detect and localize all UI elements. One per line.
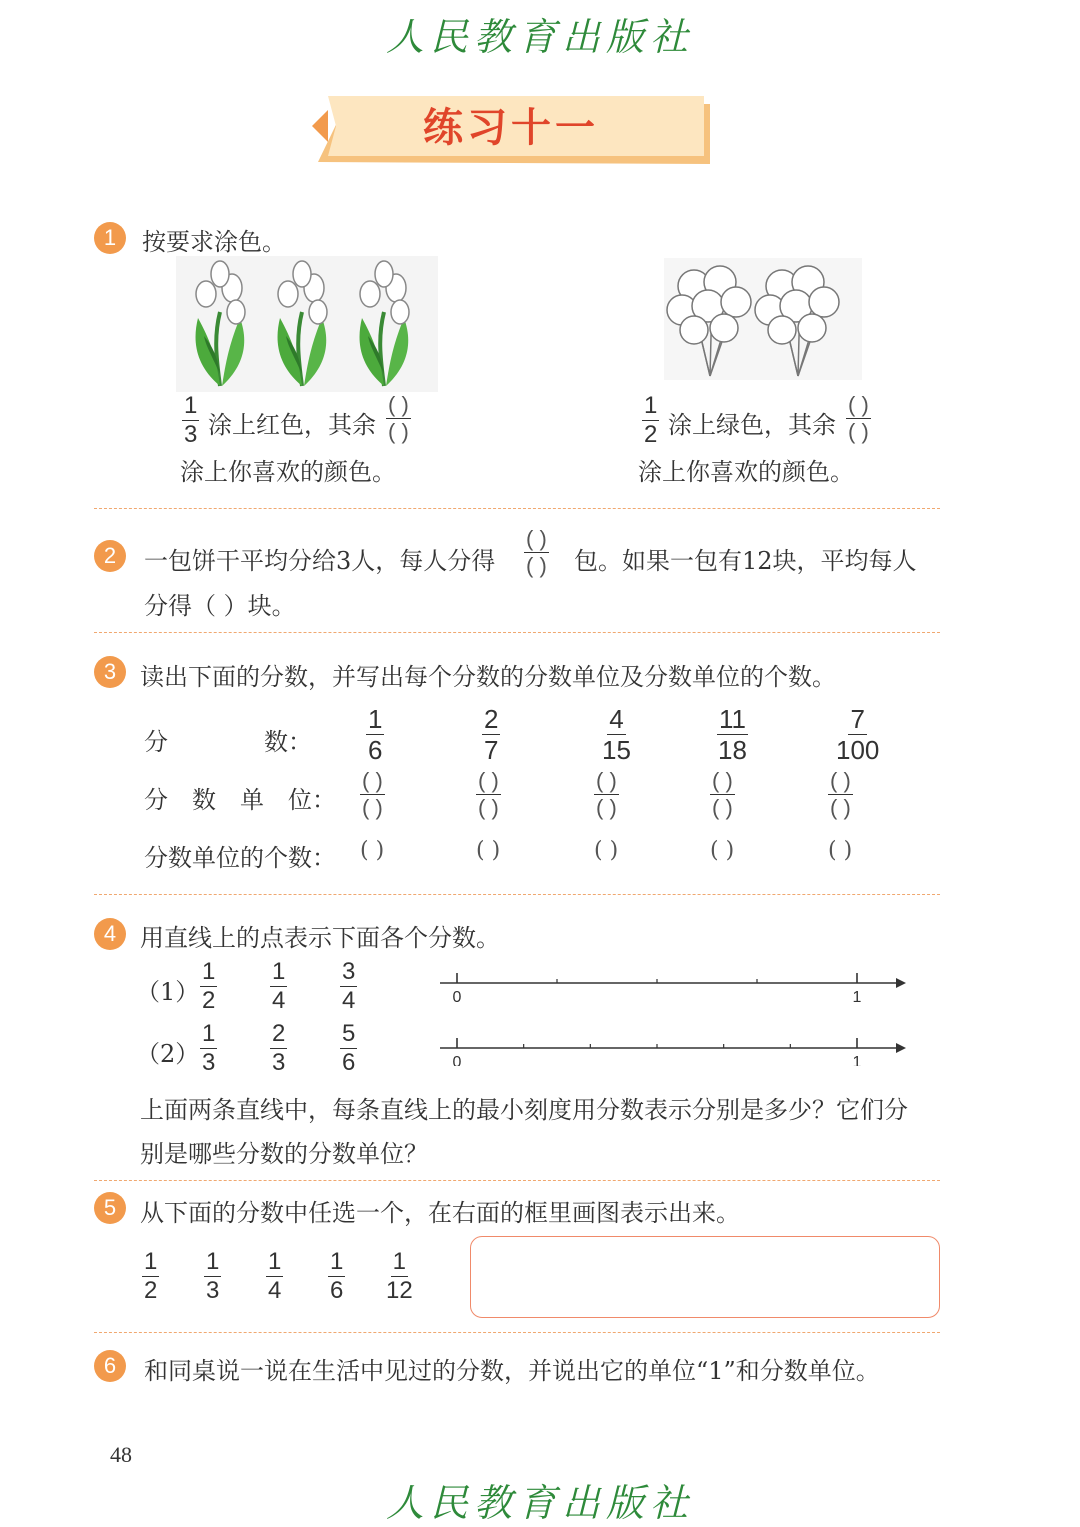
q5-fraction-2[interactable]: $\frac{1}{3}$ bbox=[206, 1248, 220, 1304]
q1-right-line2: 涂上你喜欢的颜色。 bbox=[638, 458, 854, 486]
question-number-5: 5 bbox=[94, 1192, 126, 1224]
q3-text: 读出下面的分数，并写出每个分数的分数单位及分数单位的个数。 bbox=[140, 663, 836, 691]
q1-left-blank-fraction[interactable]: ( ) ( ) bbox=[388, 392, 409, 444]
q4-row1-fraction-3: $\frac{3}{4}$ bbox=[342, 958, 356, 1014]
q1-right-fraction: $\frac{1}{2}$ bbox=[644, 392, 658, 448]
q3-fraction-1: $\frac{1}{6}$ bbox=[368, 704, 383, 765]
q3-count-blank-3[interactable]: ( ) bbox=[594, 838, 619, 863]
q1-text: 按要求涂色。 bbox=[142, 228, 286, 256]
q4-row1-label: （1） bbox=[136, 978, 200, 1006]
title-banner bbox=[312, 96, 710, 164]
q1-left-text: 涂上红色，其余 bbox=[208, 411, 376, 439]
question-number-6: 6 bbox=[94, 1350, 126, 1382]
q4-row2-fraction-3: $\frac{5}{6}$ bbox=[342, 1020, 356, 1076]
q3-count-blank-5[interactable]: ( ) bbox=[828, 838, 853, 863]
q3-count-blank-1[interactable]: ( ) bbox=[360, 838, 385, 863]
q2-line2: 分得（ ）块。 bbox=[144, 592, 296, 620]
q1-left-line2: 涂上你喜欢的颜色。 bbox=[180, 458, 396, 486]
page-title: 练习十一 bbox=[423, 105, 599, 151]
q4-row2-label: （2） bbox=[136, 1040, 200, 1068]
q2-blank-fraction[interactable]: ( ) ( ) bbox=[526, 526, 547, 578]
number-line-arrow-1 bbox=[896, 978, 906, 988]
question-number-2: 2 bbox=[94, 540, 126, 572]
q3-count-blank-2[interactable]: ( ) bbox=[476, 838, 501, 863]
q4-line-b: 别是哪些分数的分数单位？ bbox=[140, 1140, 428, 1168]
q1-right-text: 涂上绿色，其余 bbox=[668, 411, 836, 439]
q5-fraction-1[interactable]: $\frac{1}{2}$ bbox=[144, 1248, 158, 1304]
q2-text-a: 一包饼干平均分给3人，每人分得 bbox=[144, 547, 496, 575]
q6-text: 和同桌说一说在生活中见过的分数，并说出它的单位“1”和分数单位。 bbox=[144, 1357, 880, 1385]
page-number: 48 bbox=[110, 1442, 132, 1467]
q3-fraction-2: $\frac{2}{7}$ bbox=[484, 704, 499, 765]
q5-fraction-4[interactable]: $\frac{1}{6}$ bbox=[330, 1248, 344, 1304]
publisher-logo-bottom: 人民教育出版社 bbox=[385, 1481, 694, 1525]
q2-text-b: 包。如果一包有12块，平均每人 bbox=[574, 547, 917, 575]
q1-right-blank-fraction[interactable]: ( ) ( ) bbox=[848, 392, 869, 444]
q4-row2-fraction-1: $\frac{1}{3}$ bbox=[202, 1020, 216, 1076]
divider bbox=[94, 1332, 940, 1333]
q3-unit-blank-5[interactable]: ( ) ( ) bbox=[830, 768, 851, 820]
q3-count-blank-4[interactable]: ( ) bbox=[710, 838, 735, 863]
divider bbox=[94, 894, 940, 895]
q4-row1-fraction-2: $\frac{1}{4}$ bbox=[272, 958, 286, 1014]
q5-fraction-5[interactable]: $\frac{1}{12}$ bbox=[386, 1248, 413, 1304]
divider bbox=[94, 632, 940, 633]
q5-text: 从下面的分数中任选一个，在右面的框里画图表示出来。 bbox=[140, 1199, 740, 1227]
number-line-2-label-one: 1 bbox=[852, 1054, 862, 1066]
q3-row-label-fraction: 分 数： bbox=[144, 728, 312, 756]
q3-fraction-4: $\frac{11}{18}$ bbox=[718, 704, 747, 765]
drawing-answer-box[interactable] bbox=[470, 1236, 940, 1318]
publisher-logo-top: 人民教育出版社 bbox=[385, 15, 694, 59]
q3-fraction-3: $\frac{4}{15}$ bbox=[602, 704, 631, 765]
q3-row-label-count: 分数单位的个数： bbox=[144, 844, 336, 872]
q4-text: 用直线上的点表示下面各个分数。 bbox=[140, 924, 500, 952]
q3-unit-blank-4[interactable]: ( ) ( ) bbox=[712, 768, 733, 820]
q1-left-fraction: $\frac{1}{3}$ bbox=[184, 392, 198, 448]
number-line-arrow-2 bbox=[896, 1043, 906, 1053]
q4-line-a: 上面两条直线中，每条直线上的最小刻度用分数表示分别是多少？它们分 bbox=[140, 1096, 908, 1124]
q3-fraction-5: $\frac{7}{100}$ bbox=[836, 704, 880, 765]
divider bbox=[94, 1180, 940, 1181]
question-number-1: 1 bbox=[94, 222, 126, 254]
balloons-image bbox=[664, 258, 862, 380]
number-line-1-label-one: 1 bbox=[852, 989, 862, 1006]
question-number-4: 4 bbox=[94, 918, 126, 950]
divider bbox=[94, 508, 940, 509]
q3-unit-blank-3[interactable]: ( ) ( ) bbox=[596, 768, 617, 820]
question-number-3: 3 bbox=[94, 656, 126, 688]
number-line-1-label-zero: 0 bbox=[452, 989, 462, 1006]
number-lines bbox=[440, 966, 910, 1066]
number-line-2-label-zero: 0 bbox=[452, 1054, 462, 1066]
tulips-image bbox=[176, 256, 438, 392]
q3-unit-blank-1[interactable]: ( ) ( ) bbox=[362, 768, 383, 820]
q4-row2-fraction-2: $\frac{2}{3}$ bbox=[272, 1020, 286, 1076]
q4-row1-fraction-1: $\frac{1}{2}$ bbox=[202, 958, 216, 1014]
q3-unit-blank-2[interactable]: ( ) ( ) bbox=[478, 768, 499, 820]
q3-row-label-unit: 分 数 单 位： bbox=[144, 786, 336, 814]
q5-fraction-3[interactable]: $\frac{1}{4}$ bbox=[268, 1248, 282, 1304]
